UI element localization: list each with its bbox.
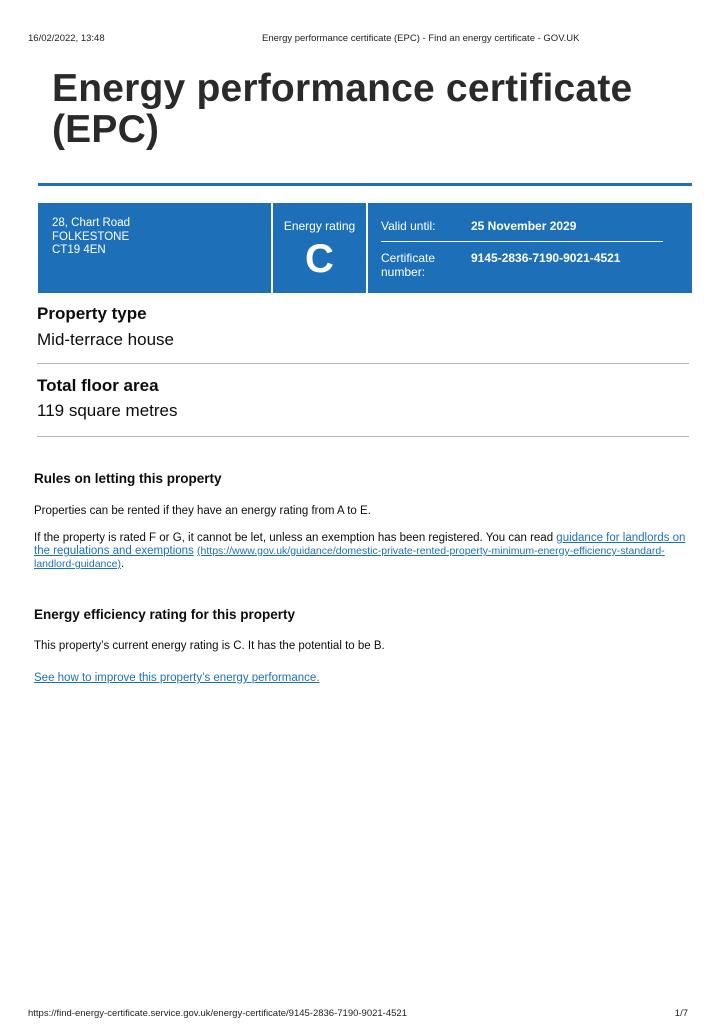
letting-rules-paragraph-1: Properties can be rented if they have an energy rating from A to E. [34,505,371,517]
landlord-guidance-link[interactable]: guidance for landlords on the regulations and exemptions [34,532,686,557]
section-divider [37,436,689,437]
letting-rules-end: . [120,558,125,570]
letting-rules-text: If the property is rated F or G, it cannot be let, unless an exemption has been registered. You can read [34,532,557,544]
floor-area-heading: Total floor area [37,376,159,395]
print-document-title: Energy performance certificate (EPC) - Find an energy certificate - GOV.UK [262,33,580,44]
section-divider [37,363,689,364]
letting-rules-heading: Rules on letting this property [34,471,222,486]
valid-until-label: Valid until: [381,219,436,233]
floor-area-value: 119 square metres [37,401,178,420]
efficiency-heading: Energy efficiency rating for this property [34,607,296,622]
address-line-2: FOLKESTONE [52,230,130,243]
title-divider [38,183,692,186]
property-address [52,217,130,258]
print-page-number: 1/7 [674,1008,688,1019]
panel-divider [366,203,368,293]
letting-rules-paragraph-2 [34,532,694,571]
energy-rating-value: C [305,237,334,281]
address-line-3: CT19 4EN [52,244,106,256]
certificate-number-label: Certificate number: [381,251,436,279]
property-type-value: Mid-terrace house [37,330,175,349]
energy-rating-label: Energy rating [283,219,356,233]
address-line-1: 28, Chart Road [52,217,130,229]
certificate-number-value: 9145-2836-7190-9021-4521 [471,251,621,265]
valid-until-value: 25 November 2029 [471,219,577,233]
print-datetime: 16/02/2022, 13:48 [28,33,105,44]
epc-summary-panel [38,203,692,293]
property-type-heading: Property type [37,304,147,323]
efficiency-text: This property’s current energy rating is C. It has the potential to be B. [34,640,385,652]
improve-energy-link[interactable]: See how to improve this property’s energy performance. [34,672,320,684]
print-footer-url: https://find-energy-certificate.service.gov.uk/energy-certificate/9145-2836-7190-9021-4521 [28,1008,407,1019]
landlord-guidance-url[interactable]: (https://www.gov.uk/guidance/domestic-private-rented-property-minimum-energy-efficiency-standard-landlord-guidance) [34,545,665,570]
panel-row-divider [381,241,663,242]
page-title: Energy performance certificate (EPC) [52,67,633,151]
